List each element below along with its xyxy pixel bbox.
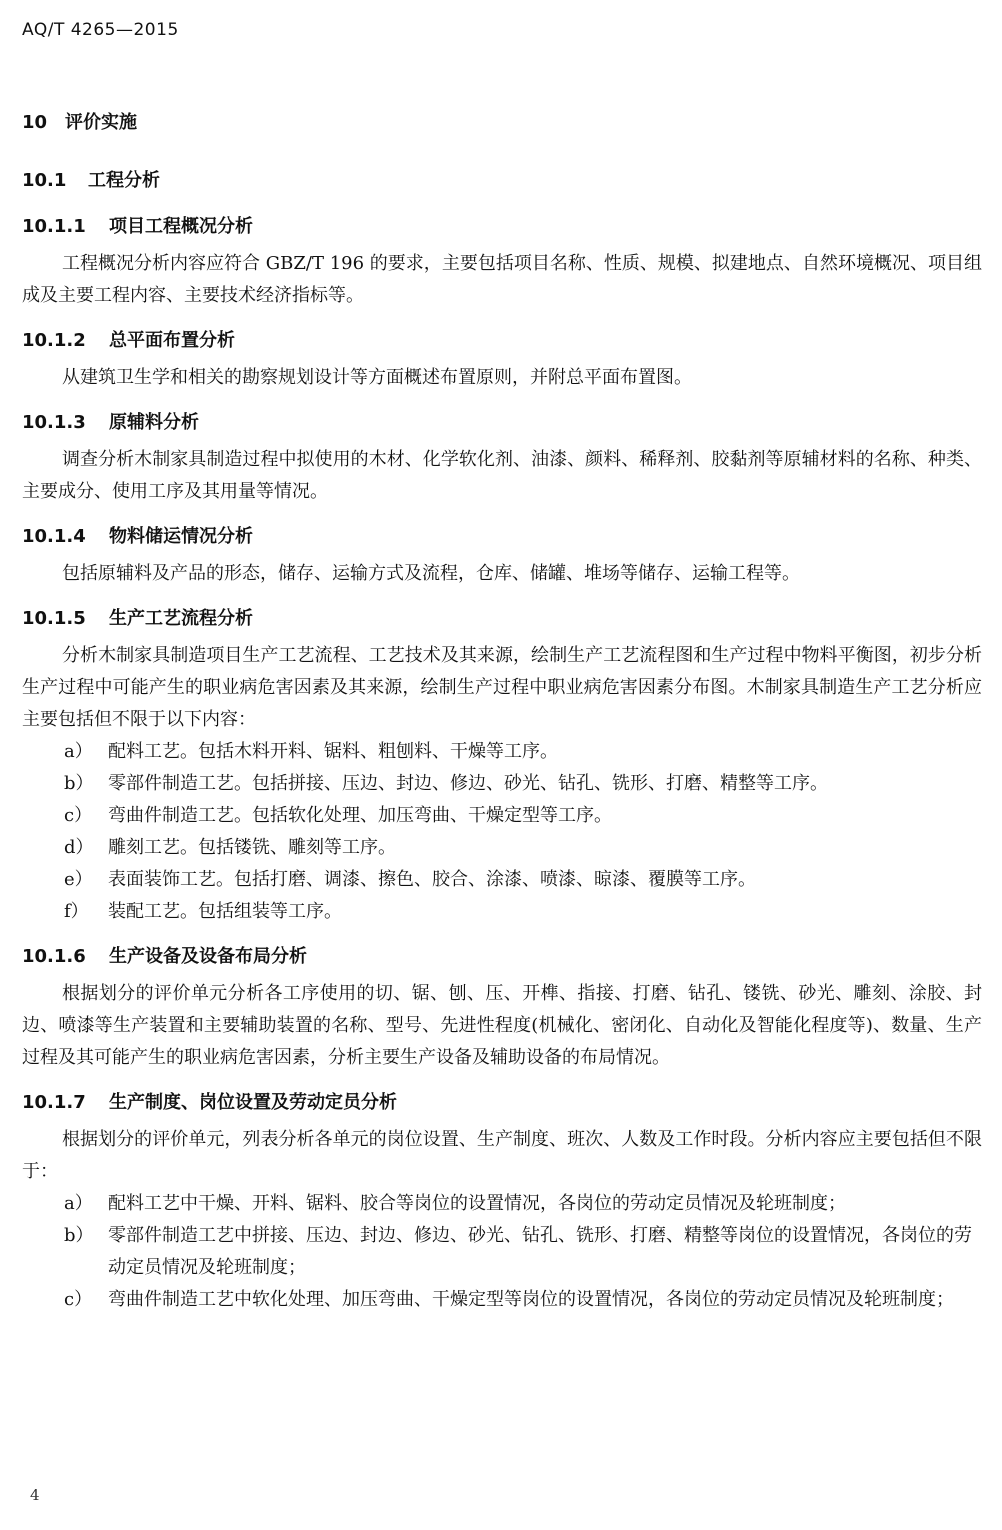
list-item	[22, 832, 982, 864]
list-item	[22, 1188, 982, 1220]
list-item	[22, 736, 982, 768]
clause-heading-10-1-7	[22, 1090, 982, 1116]
list-marker: d）	[64, 837, 94, 858]
clause-heading-10-1-2	[22, 328, 982, 354]
section-number: 10	[22, 112, 48, 133]
list-marker: c）	[64, 1289, 93, 1310]
clause-heading-10-1-5	[22, 606, 982, 632]
list-marker: b）	[64, 773, 94, 794]
paragraph: 调查分析木制家具制造过程中拟使用的木材、化学软化剂、油漆、颜料、稀释剂、胶黏剂等原辅材料的名称、种类、主要成分、使用工序及其用量等情况。	[22, 449, 982, 502]
list-marker: c）	[64, 805, 93, 826]
list-item	[22, 800, 982, 832]
standard-id: AQ/T 4265—2015	[22, 20, 179, 40]
list-item-text: 装配工艺。包括组装等工序。	[108, 901, 342, 922]
clause-heading-10-1-1	[22, 214, 982, 240]
paragraph: 从建筑卫生学和相关的勘察规划设计等方面概述布置原则，并附总平面布置图。	[62, 367, 692, 388]
list	[22, 1188, 982, 1316]
section-heading	[22, 110, 982, 136]
list-item-text: 零部件制造工艺。包括拼接、压边、封边、修边、砂光、钻孔、铣形、打磨、精整等工序。	[108, 773, 828, 794]
list-item	[22, 768, 982, 800]
list-item-text: 配料工艺。包括木料开料、锯料、粗刨料、干燥等工序。	[108, 741, 558, 762]
clause-title: 生产设备及设备布局分析	[109, 946, 307, 967]
clause-title: 项目工程概况分析	[109, 216, 253, 237]
list-item-text: 雕刻工艺。包括镂铣、雕刻等工序。	[108, 837, 396, 858]
list-marker: e）	[64, 869, 93, 890]
list-marker: f）	[64, 901, 89, 922]
list-item	[22, 896, 982, 928]
clause-title: 总平面布置分析	[109, 330, 235, 351]
paragraph: 分析木制家具制造项目生产工艺流程、工艺技术及其来源，绘制生产工艺流程图和生产过程中物料平衡图，初步分析生产过程中可能产生的职业病危害因素及其来源，绘制生产过程中职业病危害因素分布图。木制家具制造生产工艺分析应主要包括但不限于以下内容：	[22, 645, 982, 730]
list-marker: b）	[64, 1225, 94, 1246]
list-item-text: 配料工艺中干燥、开料、锯料、胶合等岗位的设置情况，各岗位的劳动定员情况及轮班制度；	[108, 1193, 846, 1214]
section-title: 评价实施	[65, 112, 137, 133]
subsection-heading	[22, 168, 982, 194]
list-item-text: 弯曲件制造工艺。包括软化处理、加压弯曲、干燥定型等工序。	[108, 805, 612, 826]
clause-number: 10.1.2	[22, 330, 86, 351]
list-marker: a）	[64, 741, 93, 762]
subsection-title: 工程分析	[88, 170, 160, 191]
list	[22, 736, 982, 928]
page-number: 4	[30, 1486, 40, 1504]
clause-title: 原辅料分析	[109, 412, 199, 433]
clause-heading-10-1-3	[22, 410, 982, 436]
paragraph: 根据划分的评价单元分析各工序使用的切、锯、刨、压、开榫、指接、打磨、钻孔、镂铣、砂光、雕刻、涂胶、封边、喷漆等生产装置和主要辅助装置的名称、型号、先进性程度(机械化、密闭化、自动化及智能化程度等)、数量、生产过程及其可能产生的职业病危害因素，分析主要生产设备及辅助设备的布局情况。	[22, 983, 982, 1068]
clause-number: 10.1.6	[22, 946, 86, 967]
subsection-number: 10.1	[22, 170, 67, 191]
clause-title: 生产制度、岗位设置及劳动定员分析	[109, 1092, 397, 1113]
clause-number: 10.1.1	[22, 216, 86, 237]
clause-title: 生产工艺流程分析	[109, 608, 253, 629]
list-item	[22, 1220, 982, 1284]
clause-number: 10.1.5	[22, 608, 86, 629]
list-item	[22, 1284, 982, 1316]
clause-number: 10.1.4	[22, 526, 86, 547]
document-body	[22, 110, 982, 1324]
clause-number: 10.1.7	[22, 1092, 86, 1113]
list-item-text: 弯曲件制造工艺中软化处理、加压弯曲、干燥定型等岗位的设置情况，各岗位的劳动定员情况及轮班制度；	[108, 1289, 954, 1310]
paragraph: 根据划分的评价单元，列表分析各单元的岗位设置、生产制度、班次、人数及工作时段。分析内容应主要包括但不限于：	[22, 1129, 982, 1182]
paragraph: 工程概况分析内容应符合 GBZ/T 196 的要求，主要包括项目名称、性质、规模、拟建地点、自然环境概况、项目组成及主要工程内容、主要技术经济指标等。	[22, 253, 982, 306]
paragraph: 包括原辅料及产品的形态，储存、运输方式及流程，仓库、储罐、堆场等储存、运输工程等。	[62, 563, 800, 584]
clause-title: 物料储运情况分析	[109, 526, 253, 547]
list-item	[22, 864, 982, 896]
list-marker: a）	[64, 1193, 93, 1214]
list-item-text: 零部件制造工艺中拼接、压边、封边、修边、砂光、钻孔、铣形、打磨、精整等岗位的设置情况，各岗位的劳动定员情况及轮班制度；	[108, 1225, 972, 1278]
clause-number: 10.1.3	[22, 412, 86, 433]
clause-heading-10-1-6	[22, 944, 982, 970]
clause-heading-10-1-4	[22, 524, 982, 550]
list-item-text: 表面装饰工艺。包括打磨、调漆、擦色、胶合、涂漆、喷漆、晾漆、覆膜等工序。	[108, 869, 756, 890]
